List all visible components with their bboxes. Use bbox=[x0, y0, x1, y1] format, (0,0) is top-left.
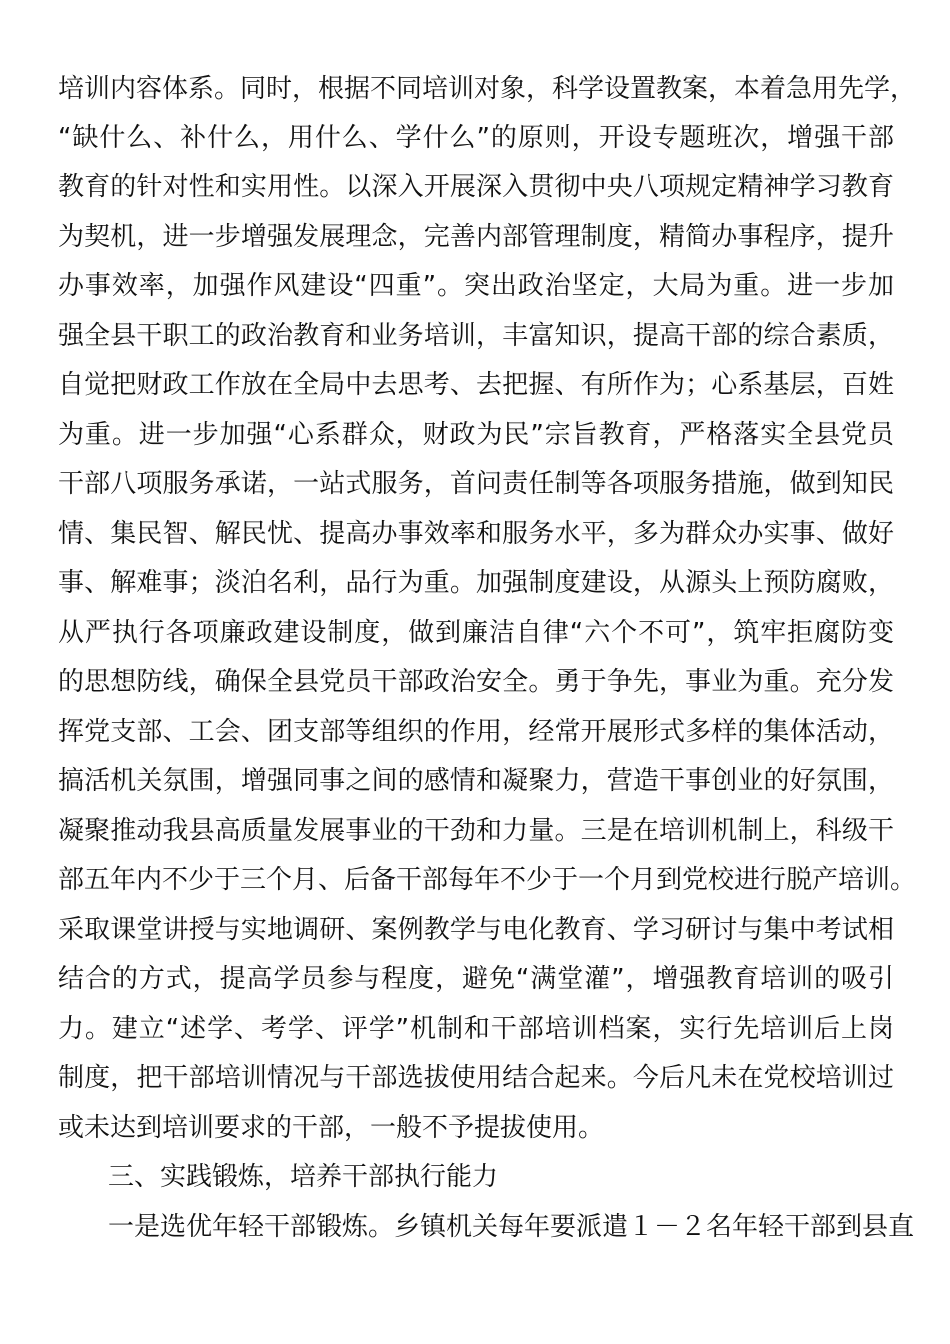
body-text-line: 办事效率，加强作风建设“四重”。突出政治坚定，大局为重。进一步加 bbox=[58, 271, 894, 301]
body-text-line: 部五年内不少于三个月、后备干部每年不少于一个月到党校进行脱产培训。 bbox=[58, 865, 917, 895]
body-text-line: “缺什么、补什么，用什么、学什么”的原则，开设专题班次，增强干部 bbox=[58, 123, 894, 153]
body-text-line: 凝聚推动我县高质量发展事业的干劲和力量。三是在培训机制上，科级干 bbox=[58, 816, 894, 846]
body-text-line: 干部八项服务承诺，一站式服务，首问责任制等各项服务措施，做到知民 bbox=[58, 469, 894, 499]
body-text-line: 的思想防线，确保全县党员干部政治安全。勇于争先，事业为重。充分发 bbox=[58, 667, 894, 697]
body-text-line: 为契机，进一步增强发展理念，完善内部管理制度，精简办事程序，提升 bbox=[58, 222, 894, 252]
body-text-line: 一是选优年轻干部锻炼。乡镇机关每年要派遣１－２名年轻干部到县直 bbox=[108, 1212, 915, 1242]
body-text-line: 培训内容体系。同时，根据不同培训对象，科学设置教案，本着急用先学， bbox=[58, 74, 917, 104]
body-text-line: 自觉把财政工作放在全局中去思考、去把握、有所作为；心系基层，百姓 bbox=[58, 370, 894, 400]
body-text-line: 教育的针对性和实用性。以深入开展深入贯彻中央八项规定精神学习教育 bbox=[58, 172, 894, 202]
body-text-line: 事、解难事；淡泊名利，品行为重。加强制度建设，从源头上预防腐败， bbox=[58, 568, 894, 598]
body-text-line: 力。建立“述学、考学、评学”机制和干部培训档案，实行先培训后上岗 bbox=[58, 1014, 894, 1044]
body-text-line: 制度，把干部培训情况与干部选拔使用结合起来。今后凡未在党校培训过 bbox=[58, 1063, 894, 1093]
body-text-line: 为重。进一步加强“心系群众，财政为民”宗旨教育，严格落实全县党员 bbox=[58, 420, 894, 450]
body-text-line: 情、集民智、解民忧、提高办事效率和服务水平，多为群众办实事、做好 bbox=[58, 519, 894, 549]
body-text-line: 结合的方式，提高学员参与程度，避免“满堂灌”，增强教育培训的吸引 bbox=[58, 964, 894, 994]
body-text-line: 从严执行各项廉政建设制度，做到廉洁自律“六个不可”，筑牢拒腐防变 bbox=[58, 618, 894, 648]
body-text-line: 或未达到培训要求的干部，一般不予提拔使用。 bbox=[58, 1113, 605, 1143]
body-text-line: 强全县干职工的政治教育和业务培训，丰富知识，提高干部的综合素质， bbox=[58, 321, 894, 351]
section-heading: 三、实践锻炼，培养干部执行能力 bbox=[108, 1162, 499, 1192]
body-text-line: 搞活机关氛围，增强同事之间的感情和凝聚力，营造干事创业的好氛围， bbox=[58, 766, 894, 796]
body-text-line: 采取课堂讲授与实地调研、案例教学与电化教育、学习研讨与集中考试相 bbox=[58, 915, 894, 945]
body-text-line: 挥党支部、工会、团支部等组织的作用，经常开展形式多样的集体活动， bbox=[58, 717, 894, 747]
